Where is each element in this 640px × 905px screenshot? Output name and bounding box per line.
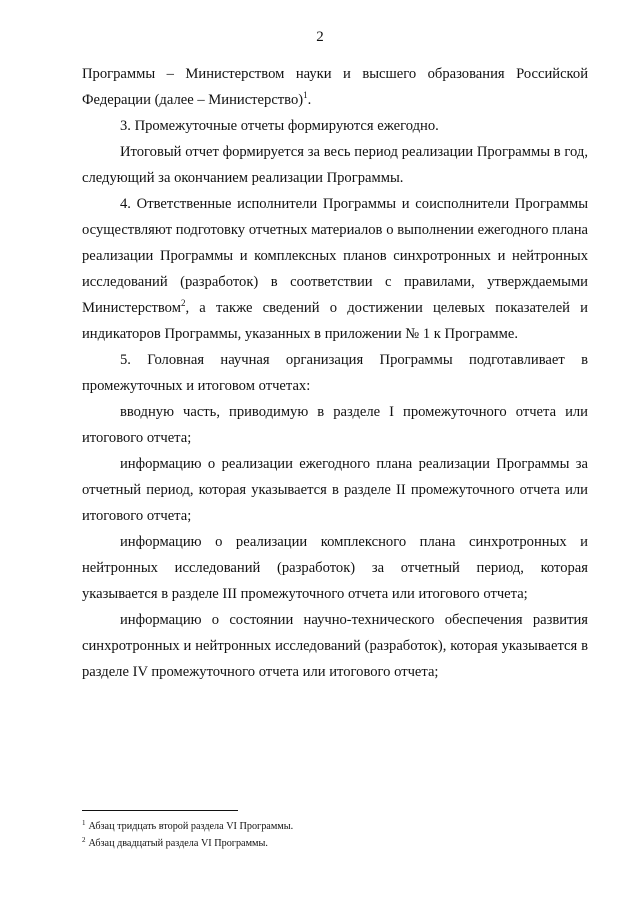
footnote-2 [82,835,588,852]
paragraph-intro-part [82,399,588,451]
paragraph-text: Программы – Министерством науки и высшего образования Российской Федерации (далее – Министерство) [82,66,588,108]
footnotes [82,818,588,852]
paragraph-text: информацию о реализации комплексного плана синхротронных и нейтронных исследований (разработок) за отчетный период, которая указывается в разделе III промежуточного отчета или итогового отчета; [82,534,588,602]
paragraph-tail: . [307,92,312,108]
paragraph-complex-plan-info [82,529,588,607]
paragraph-text: информацию о состоянии научно-технического обеспечения развития синхротронных и нейтронных исследований (разработок), которая указывается в разделе IV промежуточного отчета или итогового отчета; [82,612,588,680]
paragraph-text: вводную часть, приводимую в разделе I промежуточного отчета или итогового отчета; [82,404,588,446]
footnote-text: Абзац двадцатый раздела VI Программы. [88,838,268,849]
document-body [82,61,588,685]
paragraph-text: Итоговый отчет формируется за весь период реализации Программы в год, следующий за окончанием реализации Программы. [82,144,588,186]
footnote-1 [82,818,588,835]
page-number: 2 [316,29,324,45]
paragraph-item-4 [82,191,588,347]
paragraph-text: 5. Головная научная организация Программы подготавливает в промежуточных и итоговом отчетах: [82,352,588,394]
footnote-text: Абзац тридцать второй раздела VI Программы. [88,821,294,832]
paragraph-text-cont: , а также сведений о достижении целевых показателей и индикаторов Программы, указанных в приложении № 1 к Программе. [82,300,588,342]
footnote-ref-1: 1 [303,90,308,101]
paragraph-text: 3. Промежуточные отчеты формируются ежегодно. [120,118,439,134]
paragraph-annual-plan-info [82,451,588,529]
footnote-ref-2: 2 [180,298,186,309]
paragraph-text: информацию о реализации ежегодного плана реализации Программы за отчетный период, которая указывается в разделе II промежуточного отчета или итогового отчета; [82,456,588,524]
footnote-mark: 2 [82,835,86,844]
paragraph-item-5 [82,347,588,399]
paragraph-text: 4. Ответственные исполнители Программы и соисполнители Программы осуществляют подготовку отчетных материалов о выполнении ежегодного плана реализации Программы и комплексных планов синхротронных и нейтронных исследований (разработок) в соответствии с правилами, утверждаемыми Министерством [82,196,588,316]
paragraph-final-report [82,139,588,191]
footnote-separator [82,810,238,811]
paragraph-item-3 [82,113,588,139]
paragraph-support-info [82,607,588,685]
footnote-mark: 1 [82,818,86,827]
paragraph-continuation [82,61,588,113]
